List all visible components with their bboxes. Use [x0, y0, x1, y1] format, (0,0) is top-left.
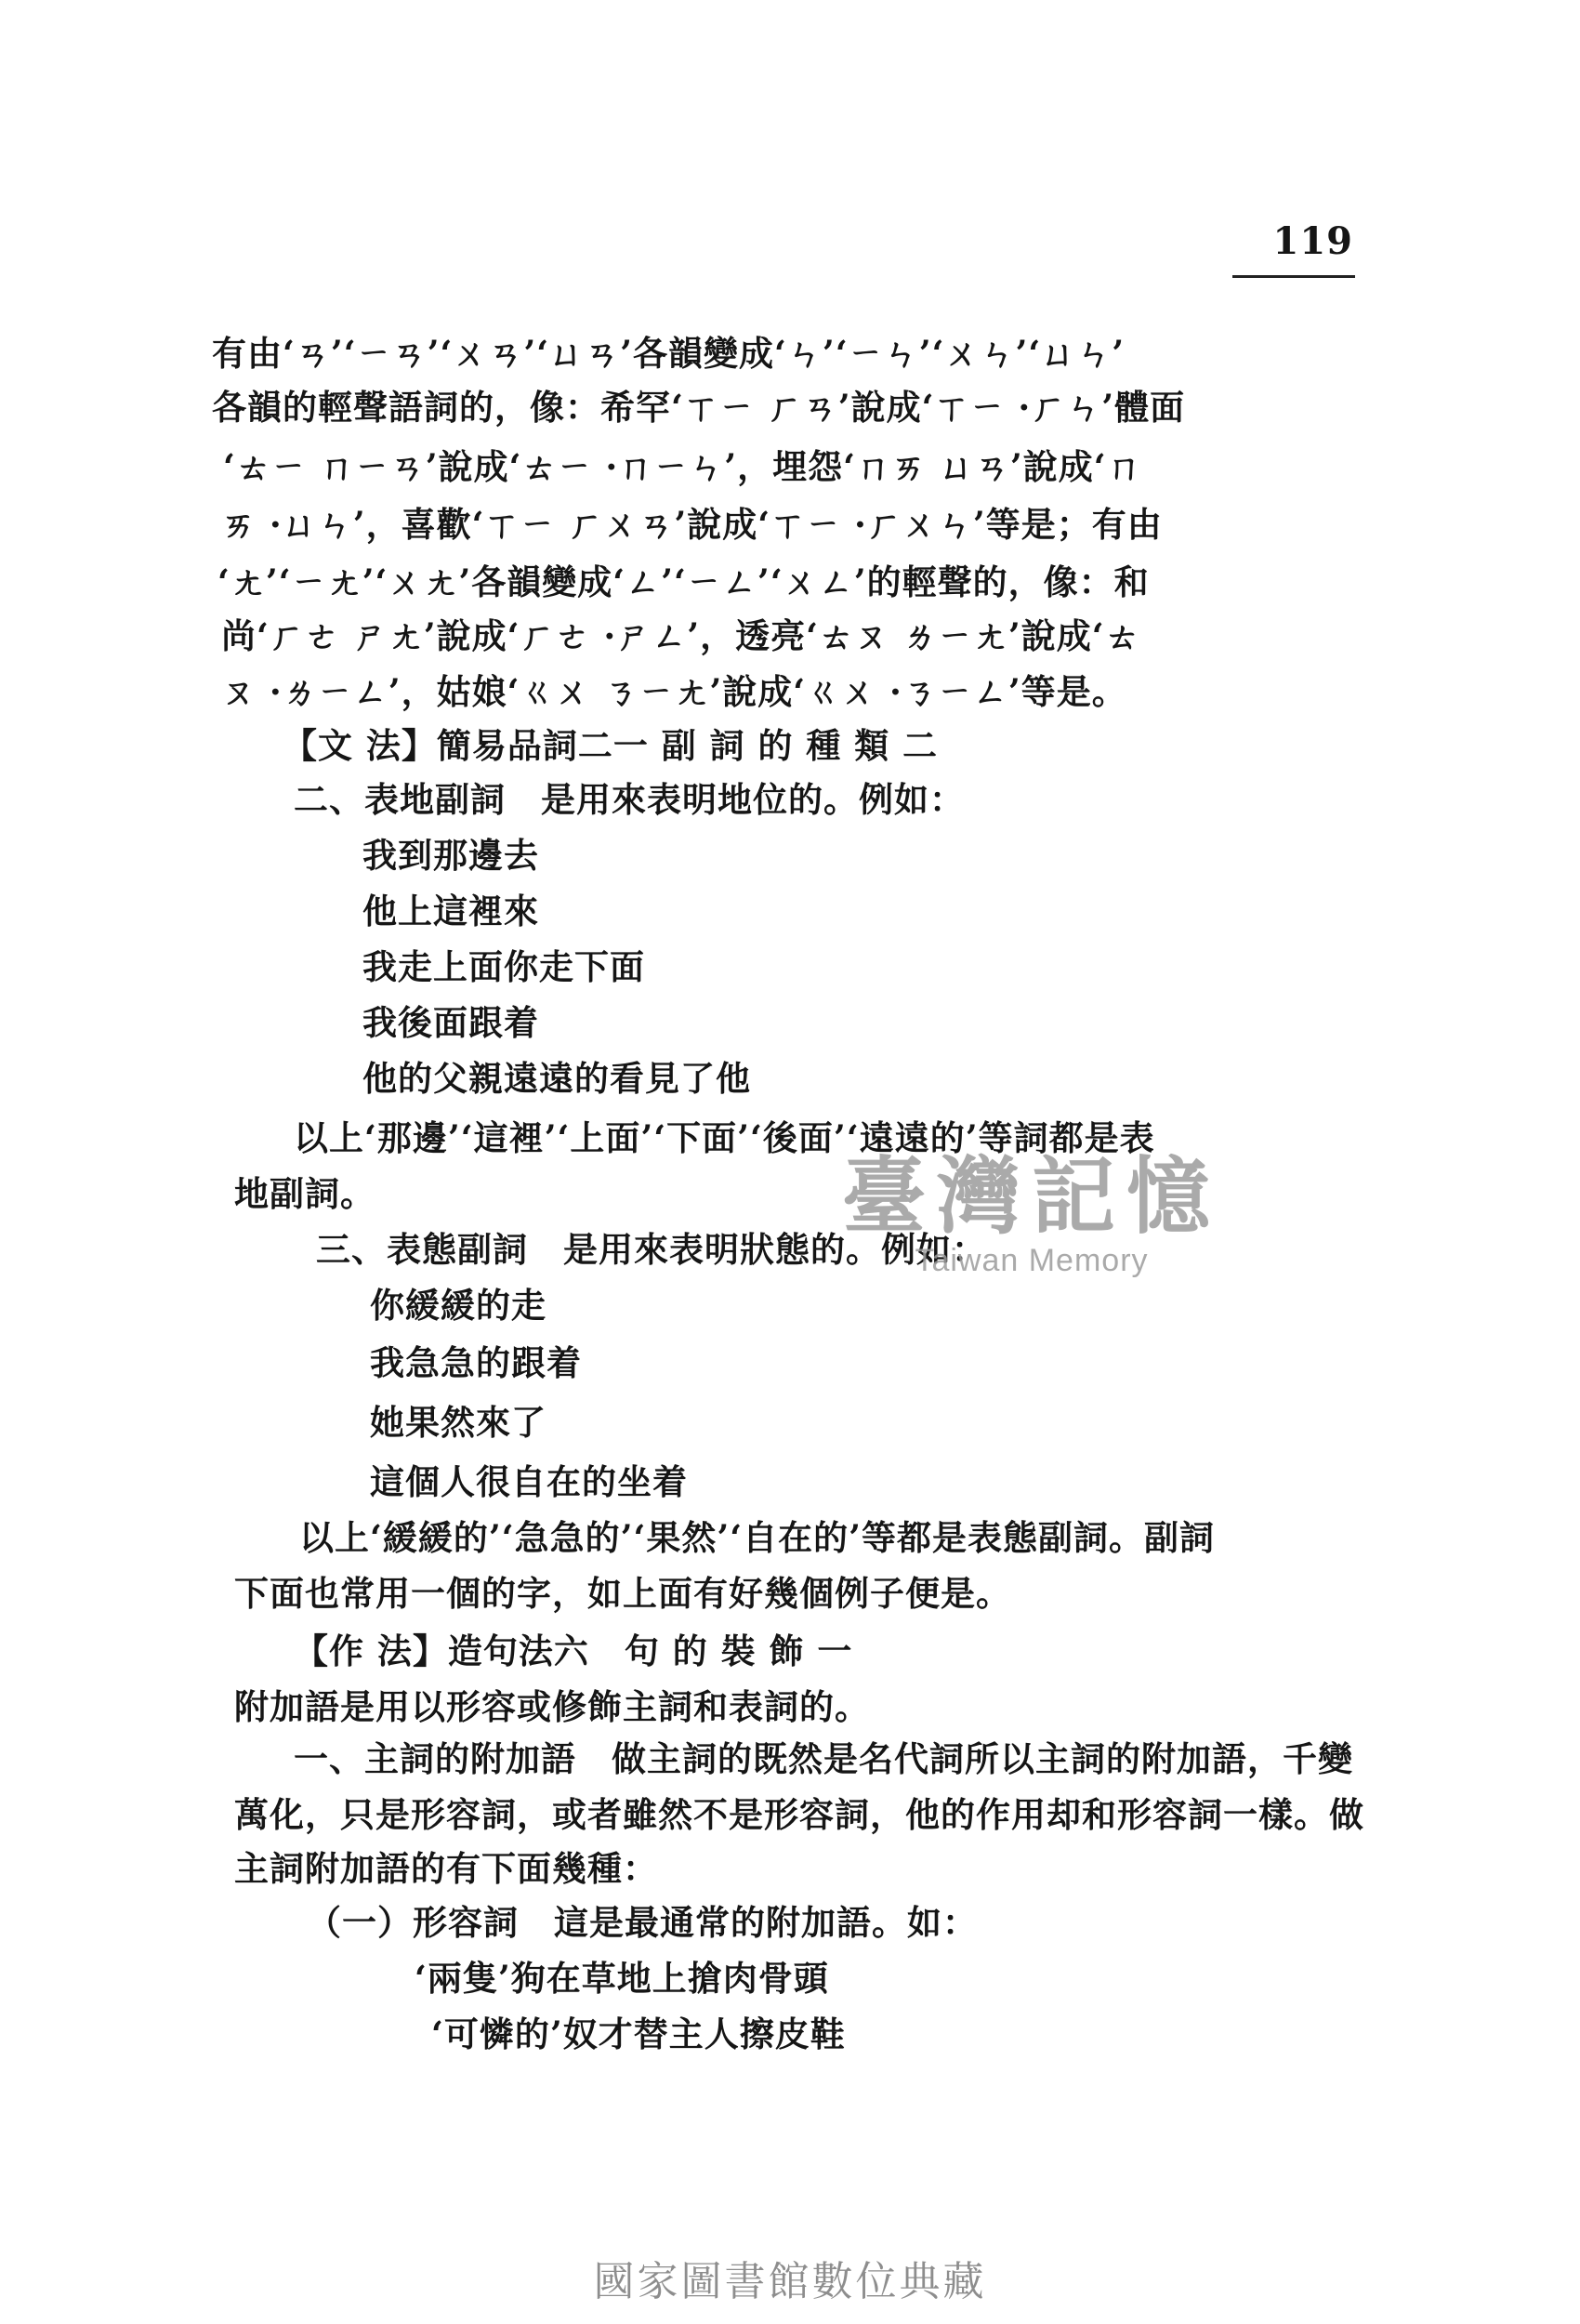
text-line: 尚‘ㄏㄜ ㄕㄤ’說成‘ㄏㄜ ·ㄕㄥ’，透亮‘ㄊㄡ ㄌㄧㄤ’說成‘ㄊ [221, 615, 1140, 656]
example-line: 他的父親遠遠的看見了他 [362, 1058, 751, 1099]
text-line: 萬化，只是形容詞，或者雖然不是形容詞，他的作用却和形容詞一樣。做 [234, 1794, 1364, 1835]
text-line: 以上‘緩緩的’‘急急的’‘果然’‘自在的’等都是表態副詞。副詞 [299, 1517, 1216, 1558]
text-line: 主詞附加語的有下面幾種： [234, 1848, 658, 1889]
text-line: 地副詞。 [234, 1173, 375, 1214]
text-line: 有由‘ㄢ’‘ㄧㄢ’‘ㄨㄢ’‘ㄩㄢ’各韻變成‘ㄣ’‘ㄧㄣ’‘ㄨㄣ’‘ㄩㄣ’ [212, 333, 1126, 374]
text-line: 三、表態副詞 是用來表明狀態的。例如： [316, 1229, 987, 1270]
example-line: 我走上面你走下面 [362, 946, 645, 987]
example-line: 她果然來了 [370, 1402, 546, 1443]
page-number: 119 [1272, 219, 1353, 263]
text-line: ㄡ ·ㄌㄧㄥ’，姑娘‘ㄍㄨ ㄋㄧㄤ’說成‘ㄍㄨ ·ㄋㄧㄥ’等是。 [221, 671, 1127, 712]
text-line: 下面也常用一個的字，如上面有好幾個例子便是。 [234, 1573, 1011, 1614]
example-line: 我急急的跟着 [370, 1342, 582, 1383]
section-heading-composition: 【作 法】造句法六 句 的 裝 飾 一 [294, 1631, 853, 1671]
example-line: 我後面跟着 [362, 1002, 539, 1043]
example-line: ‘兩隻’狗在草地上搶肉骨頭 [415, 1958, 829, 1999]
example-line: 我到那邊去 [362, 835, 539, 876]
section-heading-grammar: 【文 法】簡易品詞二一 副 詞 的 種 類 二 [283, 725, 939, 766]
text-line: （一）形容詞 這是最通常的附加語。如： [307, 1902, 978, 1943]
text-line: 各韻的輕聲語詞的，像：希罕‘ㄒㄧ ㄏㄢ’說成‘ㄒㄧ ·ㄏㄣ’體面 [212, 387, 1186, 428]
example-line: ‘可憐的’奴才替主人擦皮鞋 [431, 2014, 846, 2054]
text-line: 二、表地副詞 是用來表明地位的。例如： [294, 779, 965, 820]
footer-archive-label: 國家圖書館數位典藏 [593, 2258, 987, 2305]
page-number-rule [1232, 275, 1355, 278]
watermark-title: 臺灣記憶 [842, 1147, 1221, 1246]
text-line: 以上‘那邊’‘這裡’‘上面’‘下面’‘後面’‘遠遠的’等詞都是表 [294, 1117, 1155, 1158]
example-line: 你緩緩的走 [370, 1285, 546, 1326]
example-line: 這個人很自在的坐着 [370, 1461, 688, 1502]
example-line: 他上這裡來 [362, 891, 539, 931]
text-line: 一、主詞的附加語 做主詞的既然是名代詞所以主詞的附加語，千變 [294, 1738, 1353, 1779]
taiwan-memory-watermark [771, 1147, 1292, 1292]
watermark-subtitle: Taiwan Memory [915, 1242, 1149, 1278]
text-line: 附加語是用以形容或修飾主詞和表詞的。 [234, 1686, 870, 1727]
text-line: ‘ㄊㄧ ㄇㄧㄢ’說成‘ㄊㄧ ·ㄇㄧㄣ’，埋怨‘ㄇㄞ ㄩㄢ’說成‘ㄇ [223, 446, 1142, 487]
text-line: ㄞ ·ㄩㄣ’，喜歡‘ㄒㄧ ㄏㄨㄢ’說成‘ㄒㄧ ·ㄏㄨㄣ’等是；有由 [221, 504, 1163, 545]
text-line: ‘ㄤ’‘ㄧㄤ’‘ㄨㄤ’各韻變成‘ㄥ’‘ㄧㄥ’‘ㄨㄥ’的輕聲的，像：和 [217, 561, 1150, 602]
